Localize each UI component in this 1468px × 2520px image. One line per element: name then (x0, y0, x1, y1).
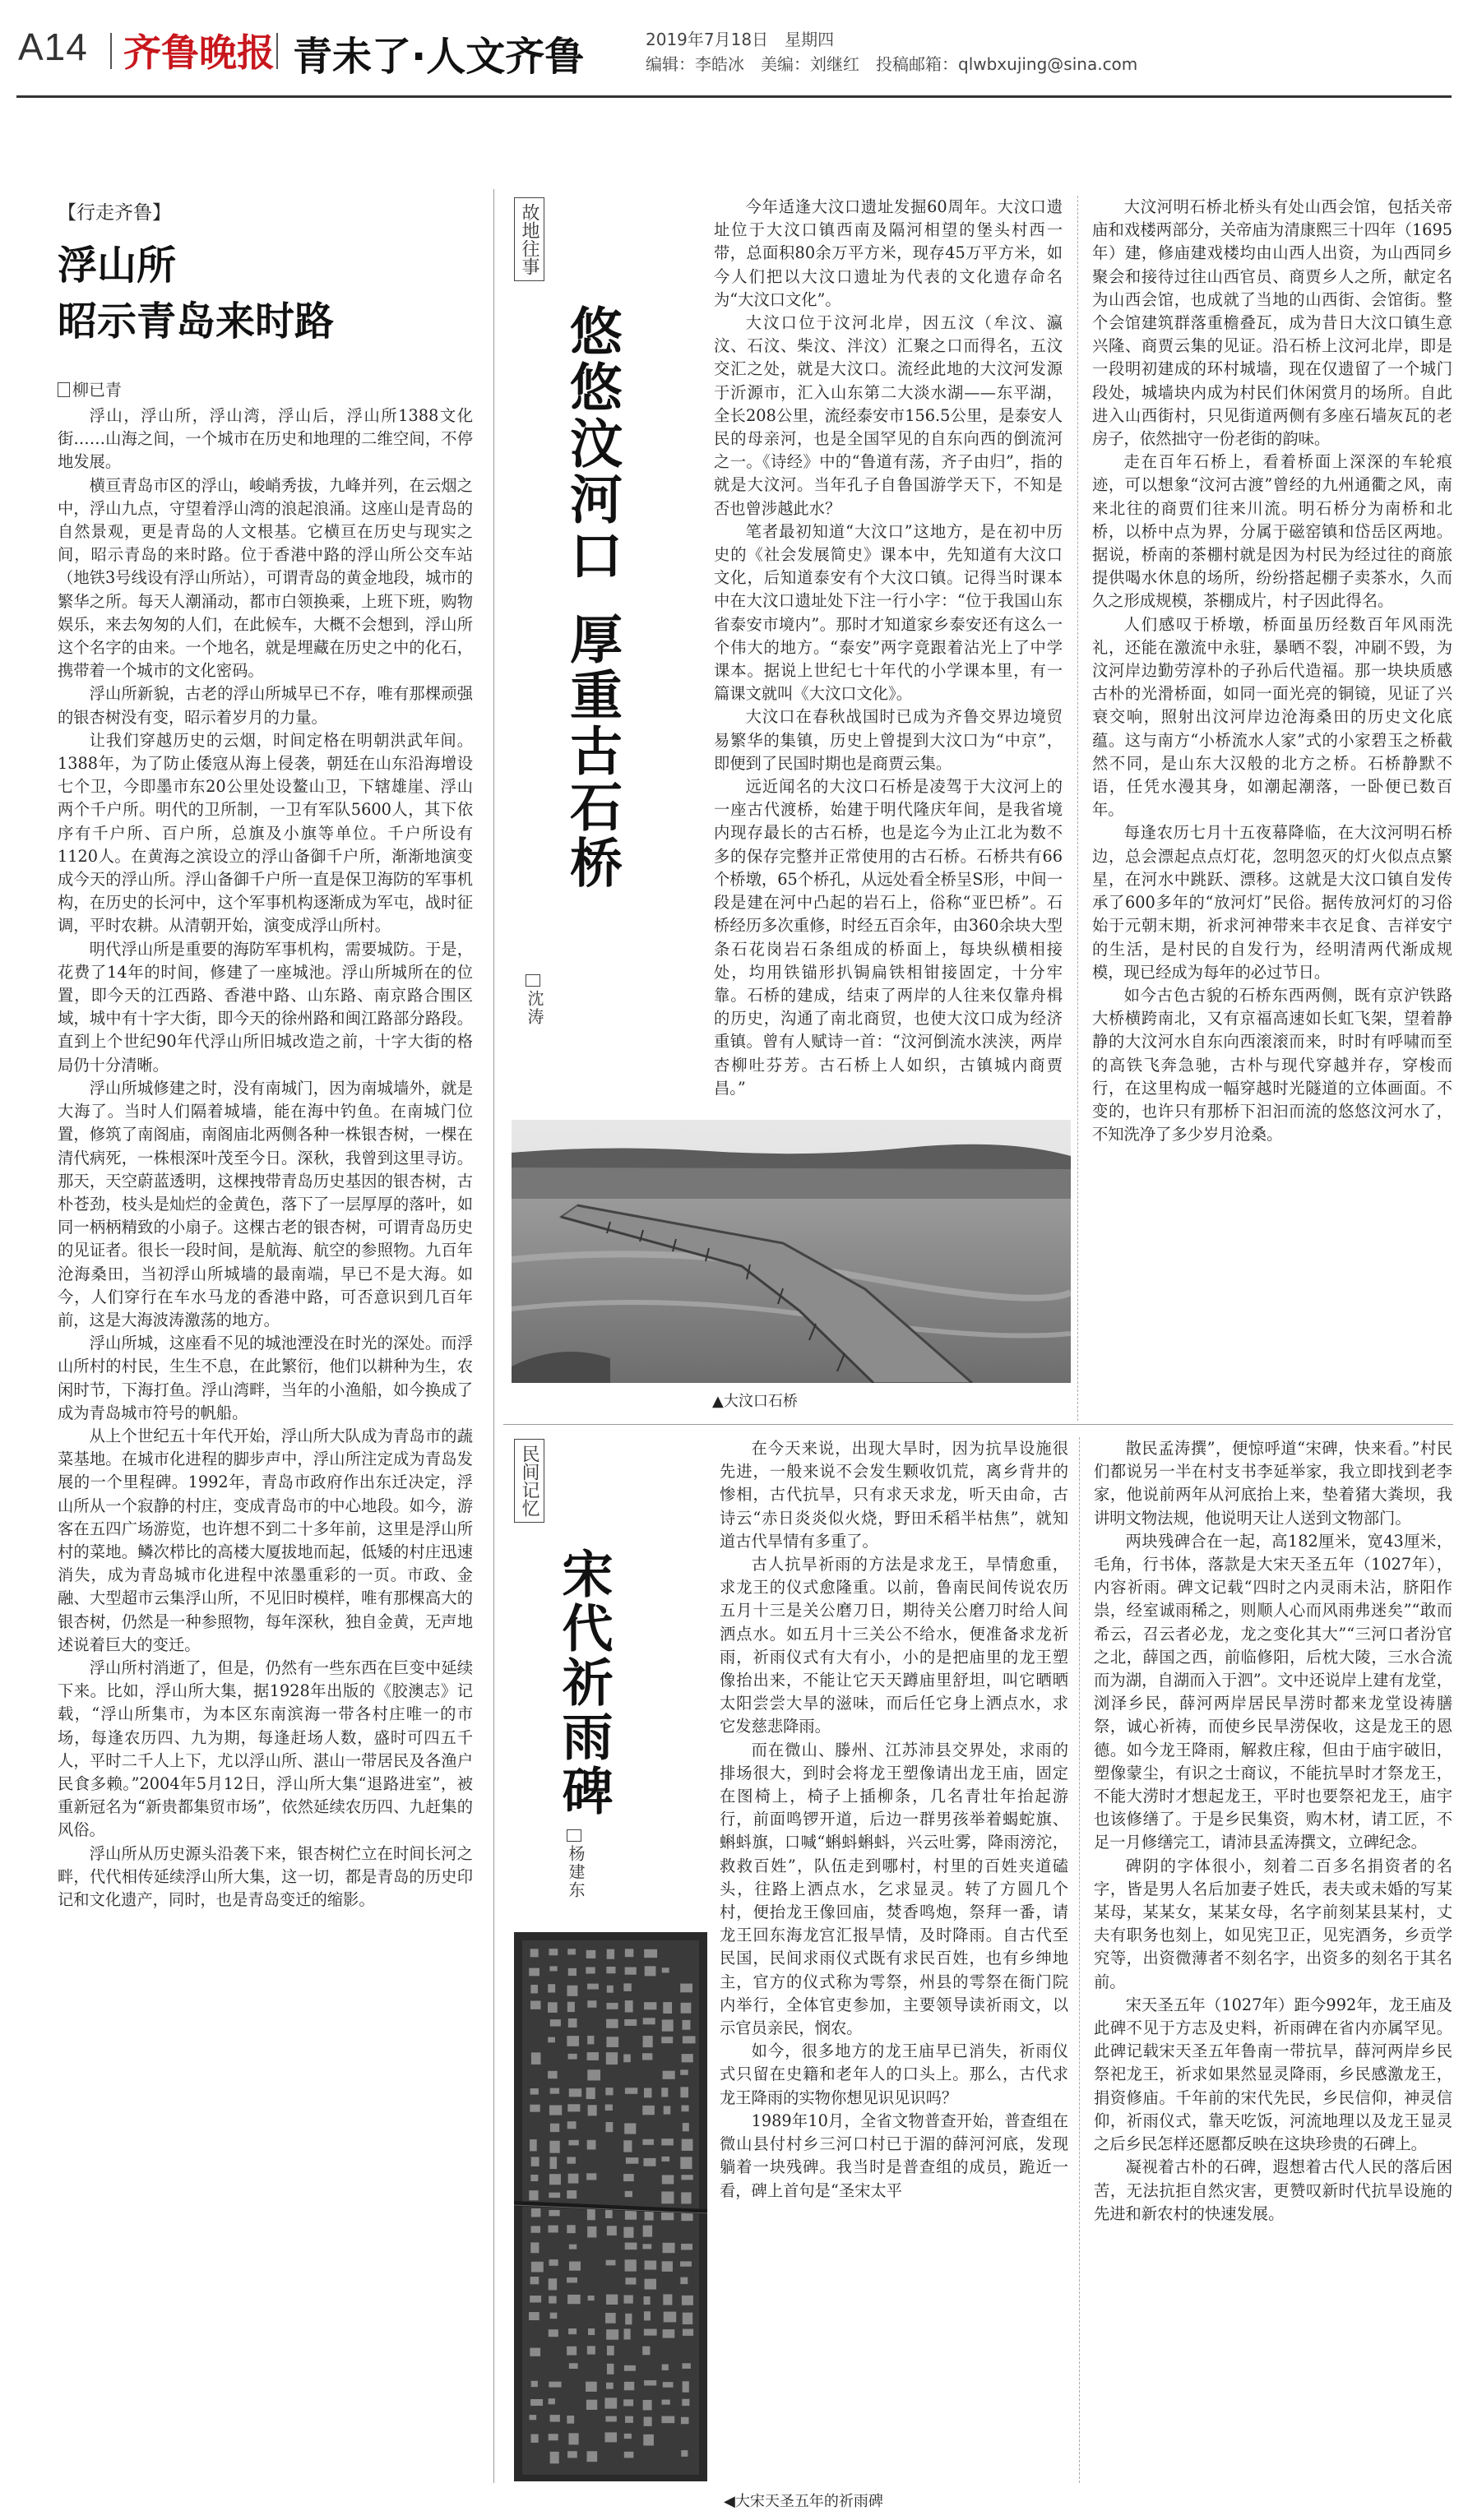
top-title-part2: 厚重古石桥 (561, 612, 622, 891)
stele-glyph-mark (623, 2399, 633, 2406)
paragraph: 如今，很多地方的龙王庙早已消失，祈雨仪式只留在史籍和老年人的口头上。那么，古代求龙王降雨的实物你想见识见识吗？ (720, 2041, 1068, 2107)
top-article-col2 (1092, 196, 1452, 1146)
top-article-title (559, 304, 623, 891)
left-column-tag: 【行走齐鲁】 (58, 202, 171, 224)
column-divider (493, 189, 494, 2483)
top-article-byline (523, 974, 547, 1026)
column-divider (1077, 196, 1078, 1421)
stele-glyph-mark (567, 2295, 581, 2304)
stele-glyph-mark (607, 2226, 617, 2236)
stele-glyph-mark (549, 2141, 559, 2153)
stele-glyph-mark (586, 2400, 597, 2410)
stele-glyph-mark (531, 2381, 538, 2387)
stele-glyph-mark (548, 2002, 558, 2013)
stele-glyph-mark (568, 2054, 577, 2060)
stele-glyph-mark (645, 2279, 656, 2290)
stele-glyph-mark (683, 2381, 689, 2392)
stele-glyph-mark (550, 2088, 559, 2094)
stele-glyph-mark (606, 2019, 618, 2028)
byline-box (526, 974, 540, 987)
stele-glyph-mark (586, 1967, 595, 1973)
stele-glyph-mark (567, 2416, 574, 2424)
stele-glyph-mark (643, 2434, 654, 2446)
stele-glyph-mark (663, 2243, 675, 2253)
stele-glyph-mark (644, 2296, 651, 2305)
paragraph: 走在百年石桥上，看着桥面上深深的车轮痕迹，可以想象“汶河古渡”曾经的九州通衢之风，南来北往的商贾们往来川流。明石桥分为南桥和北桥，以桥中点为界，分属于磁窑镇和岱岳区两地。据说，桥南的茶棚村就是因为村民为经过往的商旅提供喝水休息的场所，纷纷搭起棚子卖茶水，久而久之形成规模，茶棚成片，村子因此得名。 (1092, 452, 1452, 611)
stele-glyph-mark (550, 2313, 558, 2319)
stele-glyph-mark (623, 2054, 631, 2062)
stele-glyph-mark (661, 2191, 674, 2203)
top-article-col1 (714, 196, 1063, 1100)
stele-glyph-mark (681, 2003, 692, 2014)
stele-glyph-mark (606, 2003, 618, 2009)
stele-glyph-mark (568, 2174, 579, 2184)
stele-glyph-mark (587, 1984, 599, 1990)
stele-glyph-mark (642, 2106, 655, 2115)
stele-glyph-mark (549, 2105, 562, 2115)
stele-glyph-mark (661, 2139, 674, 2145)
stele-glyph-mark (662, 2261, 673, 2272)
stele-glyph-mark (607, 1986, 614, 1993)
top-article-author: 沈涛 (525, 990, 544, 1026)
stele-glyph-mark (586, 2173, 596, 2180)
paragraph: 而在微山、滕州、江苏沛县交界处，求雨的排场很大，到时会将龙王塑像请出龙王庙，固定在图椅上，椅子上插柳条，几名青壮年抬起游行，前面鸣锣开道，后边一群男孩举着蝎蛇旗、蝌蚪旗，口喊“蝌蚪蝌蚪，兴云吐雾，降雨滂沱，救救百姓”，队伍走到哪村，村里的百姓夹道磕头，往路上洒点水，乞求显灵。转了方圆几个村，便抬龙王像回庙，焚香鸣炮，祭拜一番，请龙王回东海龙宫汇报旱情，及时降雨。自古代至民国，民间求雨仪式既有求民百姓，也有乡绅地主，官方的仪式称为雩祭，州县的雩祭在衙门院内举行，全体官吏参加，主要领导读祈雨文，以示官员亲民，悯农。 (720, 1740, 1068, 2038)
stele-glyph-mark (624, 2382, 634, 2390)
stele-glyph-mark (605, 2209, 613, 2218)
stele-glyph-mark (680, 2261, 692, 2266)
bottom-article-col1 (720, 1437, 1068, 2203)
stele-glyph-mark (567, 2347, 577, 2356)
left-article-body (58, 405, 473, 1912)
stele-glyph-mark (625, 2277, 636, 2284)
stele-glyph-mark (605, 2416, 616, 2422)
stele-glyph-mark (604, 2432, 617, 2442)
stele-glyph-mark (642, 2053, 652, 2060)
issue-date: 2019年7月18日 星期四 (646, 30, 835, 49)
page-number: A14 (18, 25, 88, 68)
stele-glyph-mark (644, 2002, 656, 2009)
stele-glyph-mark (567, 2225, 575, 2233)
paragraph: 宋天圣五年（1027年）距今992年，龙王庙及此碑不见于方志及史料，祈雨碑在省内亦属罕见。此碑记载宋天圣五年鲁南一带抗旱，薛河两岸乡民祭祀龙王，祈求如果然显灵降雨，乡民感激龙王，捐资修庙。千年前的宋代先民，乡民信仰，神灵信仰，祈雨仪式，靠天吃饭，河流地理以及龙王显灵之后乡民怎样还愿都反映在这块珍贵的石碑上。 (1094, 1995, 1452, 2154)
stele-glyph-mark (625, 2243, 637, 2250)
paragraph: 横亘青岛市区的浮山，峻峭秀拔，九峰并列，在云烟之中，浮山九点，守望着浮山湾的浪起浪涌。这座山是青岛的自然景观，更是青岛的人文根基。它横亘在历史与现实之间，昭示青岛的来时路。位于香港中路的浮山所公交车站（地铁3号线设有浮山所站），可谓青岛的黄金地段，城市的繁华之所。每天人潮涌动，都市白领换乘，上班下班，购物娱乐，来去匆匆的人们，在此候车，大概不会想到，浮山所这个名字的由来。一个地名，就是埋藏在历史之中的化石，携带着一个城市的文化密码。 (58, 475, 473, 681)
stele-glyph-mark (605, 2313, 616, 2323)
stele-glyph-mark (661, 2088, 668, 2097)
stele-glyph-mark (587, 2140, 596, 2150)
stele-glyph-mark (530, 2296, 541, 2302)
paragraph: 散民孟涛撰”，便惊呼道“宋碑，快来看。”村民们都说另一半在村支书李延举家，我立即找到老李家，他说前两年从河底抬上来，垫着猪大粪坝，我讲明文物法规，他说明天让人送到文物部门。 (1094, 1439, 1452, 1528)
stele-glyph-mark (567, 2002, 575, 2012)
stele-glyph-mark (683, 2329, 693, 2336)
paragraph: 大汶口在春秋战国时已成为齐鲁交界边境贸易繁华的集镇，历史上曾提到大汶口为“中京”，即便到了民国时期也是商贾云集。 (714, 707, 1063, 773)
stele-glyph-mark (604, 2397, 617, 2408)
left-article-author: 柳已青 (72, 380, 122, 400)
stele-glyph-mark (549, 2278, 557, 2290)
section-rule (503, 1424, 1453, 1425)
stele-glyph-mark (549, 2329, 558, 2337)
rain-stele-caption: ◀大宋天圣五年的祈雨碑 (724, 2493, 883, 2510)
stele-glyph-mark (568, 2018, 577, 2028)
bottom-article-col2 (1094, 1437, 1452, 2226)
paragraph: 1989年10月，全省文物普查开始，普查组在微山县付村乡三河口村已于湄的薛河河底，发现躺着一块残碑。我当时是普查组的成员，跪近一看，碑上首句是“圣宋太平 (720, 2111, 1068, 2200)
stele-glyph-mark (663, 2002, 672, 2014)
column-divider (1079, 1437, 1080, 2483)
stele-glyph-mark (530, 2105, 540, 2112)
stele-glyph-mark (529, 1968, 540, 1977)
stele-glyph-mark (567, 2121, 577, 2129)
stele-glyph-mark (643, 2158, 655, 2166)
paragraph: 浮山所新貌，古老的浮山所城早已不存，唯有那棵顽强的银杏树没有变，昭示着岁月的力量。 (58, 684, 473, 727)
paragraph: 浮山所城修建之时，没有南城门，因为南城墙外，就是大海了。当时人们隔着城墙，能在海中钓鱼。在南城门位置，修筑了南阁庙，南阁庙北两侧各种一株银杏树，一棵在清代病死，一株根深叶茂至今日。深秋，我曾到这里寻访。那天，天空蔚蓝透明，这棵拽带青岛历史基因的银杏树，古朴苍劲，枝头是灿烂的金黄色，落下了一层厚厚的落叶，如同一柄柄精致的小扇子。这棵古老的银杏树，可谓青岛历史的见证者。很长一段时间，是航海、航空的参照物。九百年沧海桑田，当初浮山所城墙的最南端，早已不是大海。如今，人们穿行在车水马龙的香港中路，可否意识到几百年前，这是大海波涛激荡的地方。 (58, 1078, 473, 1329)
stele-glyph-mark (587, 2346, 595, 2354)
stele-glyph-mark (530, 2434, 538, 2443)
bottom-column-tag: 民间记忆 (514, 1439, 544, 1523)
stele-glyph-mark (644, 2311, 651, 2320)
stele-glyph-mark (625, 1967, 637, 1975)
stele-glyph-mark (681, 2106, 688, 2112)
paragraph: 大汶口位于汶河北岸，因五汶（牟汶、瀛汶、石汶、柴汶、泮汶）汇聚之口而得名，五汶交汇之处，就是大汶口。流经此地的大汶河发源于沂源市，汇入山东第二大淡水湖——东平湖，全长208公里，流经泰安市156.5公里，是泰安人民的母亲河，也是全国罕见的自东向西的倒流河之一。《诗经》中的“鲁道有荡，齐子由归”，指的就是大汶河。当年孔子自鲁国游学天下，不知是否也曾涉越此水？ (714, 313, 1063, 518)
stele-glyph-mark (644, 1949, 657, 1958)
stele-glyph-mark (680, 2157, 692, 2169)
paragraph: 浮山所城，这座看不见的城池湮没在时光的深处。而浮山所村的村民，生生不息，在此繁衍，他们以耕种为生，农闲时节，下海打鱼。浮山湾畔，当年的小渔船，如今换成了成为青岛城市符号的帆船。 (58, 1334, 473, 1422)
stele-glyph-mark (643, 2018, 655, 2024)
stele-glyph-mark (645, 2260, 657, 2269)
newspaper-name: 齐鲁晚报 (123, 30, 275, 75)
stele-glyph-mark (681, 2450, 688, 2457)
stele-glyph-mark (549, 2259, 558, 2266)
stele-glyph-mark (623, 2227, 633, 2238)
stele-glyph-mark (683, 2313, 692, 2324)
paragraph: 古人抗旱祈雨的方法是求龙王，旱情愈重，求龙王的仪式愈隆重。以前，鲁南民间传说农历五月十三是关公磨刀日，期待关公磨刀时给人间洒点水。如五月十三关公不给水，便准备求龙祈雨，祈雨仪式有大有小，小的是把庙里的龙王塑像抬出来，不能让它天天蹲庙里舒坦，叫它晒晒太阳尝尝大旱的滋味，而后任它身上洒点水，求它发慈悲降雨。 (720, 1555, 1068, 1736)
paragraph: 浮山所村消逝了，但是，仍然有一些东西在巨变中延续下来。比如，浮山所大集，据1928年出版的《胶澳志》记载，“浮山所集市，为本区东南滨海一带各村庄唯一的市场，每逢农历四、九为期，每逢赶场人数，盛时可四五千人，平时二千人上下，尤以浮山所、湛山一带居民及各渔户民食多赖。”2004年5月12日，浮山所大集“退路进室”，被重新冠名为“新贵都集贸市场”，依然延续农历四、九赶集的风俗。 (58, 1658, 473, 1840)
stele-glyph-mark (531, 2052, 541, 2065)
rain-stele-photo (514, 1932, 707, 2481)
stele-glyph-mark (643, 2036, 653, 2047)
stele-glyph-mark (663, 2382, 674, 2388)
stele-glyph-mark (661, 2416, 674, 2424)
stele-glyph-mark (663, 2071, 675, 2079)
left-article-title-line1: 浮山所 (58, 243, 177, 289)
bottom-article-title: 宋代祈雨碑 (553, 1547, 614, 1819)
stele-glyph-mark (548, 2071, 558, 2078)
stele-glyph-mark (567, 2104, 580, 2111)
stele-glyph-mark (606, 2052, 618, 2065)
stele-glyph-mark (549, 2174, 561, 2185)
stele-glyph-mark (568, 2328, 577, 2334)
stele-glyph-mark (662, 2175, 674, 2184)
bottom-article-byline (564, 1829, 588, 1899)
stele-glyph-mark (588, 2105, 597, 2115)
stele-glyph-mark (549, 2434, 558, 2440)
stele-glyph-mark (624, 2328, 631, 2339)
stele-glyph-mark (567, 2277, 577, 2283)
left-article-title-line2: 昭示青岛来时路 (58, 298, 335, 344)
rain-stele-image (514, 1932, 707, 2481)
stele-glyph-mark (569, 2363, 578, 2369)
paragraph: 在今天来说，出现大旱时，因为抗旱设施很先进，一般来说不会发生颗收饥荒，离乡背井的惨相，古代抗旱，只有求天求龙，听天由命，古诗云“赤日炎炎似火烧，野田禾稻半枯焦”，就知道古代旱情有多重了。 (720, 1439, 1068, 1551)
stele-glyph-mark (624, 2019, 637, 2026)
stele-glyph-mark (531, 2226, 541, 2232)
stele-glyph-mark (661, 2157, 669, 2162)
stele-glyph-mark (645, 1966, 656, 1976)
stele-glyph-mark (643, 2226, 652, 2237)
stele-glyph-mark (549, 2157, 557, 2169)
stele-glyph-mark (530, 2277, 540, 2284)
stele-glyph-mark (588, 2328, 595, 2335)
stele-glyph-mark (549, 2210, 559, 2216)
stele-glyph-mark (606, 2037, 618, 2047)
stele-glyph-mark (606, 1967, 615, 1973)
stele-glyph-mark (681, 2192, 691, 2203)
stele-glyph-mark (586, 2088, 595, 2099)
stele-glyph-mark (680, 2069, 688, 2074)
stele-glyph-mark (567, 2451, 577, 2458)
stele-glyph-mark (587, 2069, 600, 2080)
stele-glyph-mark (530, 2399, 543, 2406)
stele-glyph-mark (681, 2175, 692, 2180)
top-title-part1: 悠悠汶河口 (561, 304, 622, 584)
paragraph: 笔者最初知道“大汶口”这地方，是在初中历史的《社会发展简史》课本中，先知道有大汶口文化，后知道泰安有个大汶口镇。记得当时课本中在大汶口遗址处下注一行小字：“位于我国山东省泰安市境内”。那时才知道家乡泰安还有这么一个伟大的地方。“泰安”两字竟跟着沾光上了中学课本。据说上世纪七十年代的小学课本里，有一篇课文就叫《大汶口文化》。 (714, 521, 1063, 704)
paragraph: 明代浮山所是重要的海防军事机构，需要城防。于是，花费了14年的时间，修建了一座城池。浮山所城所在的位置，即今天的江西路、香港中路、山东路、南京路合围区域，城中有十字大街，即今天的徐州路和闽江路部分路段。直到上个世纪90年代浮山所旧城改造之前，十字大街的格局仍十分清晰。 (58, 939, 473, 1075)
stele-glyph-mark (530, 1985, 538, 1993)
header-divider (276, 33, 278, 69)
paragraph: 人们感叹于桥墩，桥面虽历经数百年风雨洗礼，还能在激流中永驻，暴晒不裂，冲刷不毁，为汶河岸边勤劳淳朴的子孙后代造福。那一块块质感古朴的光滑桥面，如同一面光亮的铜镜，见证了兴衰交响，照射出汶河岸边沧海桑田的历史文化底蕴。这与南方“小桥流水人家”式的小家碧玉之桥截然不同，是山东大汉般的北方之桥。石桥静默不语，任凭水漫其身，如潮起潮落，一卧便已数百年。 (1092, 614, 1452, 820)
stele-glyph-mark (683, 2123, 689, 2131)
paragraph: 碑阴的字体很小，刻着二百多名捐资者的名字，皆是男人名后加妻子姓氏，表夫或未婚的写某某母，某某女，某某女母，名字前刻某县某村，丈夫有职务也刻上，如见宪卫正，见宪酒务，乡贡学究等，出资微薄者不刻名字，出资多的刻名于其名前。 (1094, 1856, 1452, 1991)
paragraph: 浮山所从历史源头沿袭下来，银杏树伫立在时间长河之畔，代代相传延续浮山所大集，这一切，都是青岛的历史印记和文化遗产，同时，也是青岛变迁的缩影。 (58, 1843, 473, 1909)
stele-glyph-mark (606, 2295, 618, 2305)
stone-bridge-image (512, 1120, 1071, 1383)
stele-glyph-mark (681, 2417, 689, 2425)
paragraph: 如今古色古貌的石桥东西两侧，既有京沪铁路大桥横跨南北，又有京福高速如长虹飞架，望着静静的大汶河水自东向西滚滚而来，时时有呼啸而至的高铁飞奔急驰，古朴与现代穿越并存，穿梭而行，在这里构成一幅穿越时光隧道的立体画面。不变的，也许只有那桥下汩汩而流的悠悠汶河水了，不知洗净了多少岁月沧桑。 (1092, 985, 1452, 1144)
stele-glyph-mark (567, 2190, 577, 2199)
top-column-tag: 故地往事 (514, 197, 544, 281)
stele-glyph-mark (605, 2088, 613, 2095)
stele-glyph-mark (531, 2208, 541, 2217)
stele-glyph-mark (682, 2054, 693, 2062)
stele-glyph-mark (550, 2124, 559, 2132)
stele-glyph-mark (625, 2088, 637, 2094)
stele-glyph-mark (605, 2122, 613, 2132)
stele-glyph-mark (567, 1949, 576, 1954)
stele-glyph-mark (682, 2139, 693, 2151)
stele-glyph-mark (530, 2175, 538, 2181)
header-rule (16, 95, 1452, 98)
bottom-article-author: 杨建东 (566, 1845, 586, 1899)
paragraph: 大汶河明石桥北桥头有处山西会馆，包括关帝庙和戏楼两部分，关帝庙为清康熙三十四年（1695年）建，修庙建戏楼均由山西人出资，为山西同乡聚会和接待过往山西官员、商贾乡人之所，献定名为山西会馆，也成就了当地的山西街、会馆街。整个会馆建筑群落重檐叠瓦，成为昔日大汶口镇生意兴隆、商贾云集的见证。沿石桥上汶河北岸，即是一段明初建成的环村城墙，现在仅遗留了一个城门段处，城墙块内成为村民们休闲赏月的场所。自此进入山西街村，只见街道两侧有多座石墙灰瓦的老房子，依然拙守一份老街的韵味。 (1092, 197, 1452, 449)
stele-glyph-mark (588, 2296, 595, 2300)
stele-glyph-mark (642, 2139, 654, 2145)
paragraph: 让我们穿越历史的云烟，时间定格在明朝洪武年间。1388年，为了防止倭寇从海上侵袭，朝廷在山东沿海增设七个卫，今即墨市东20公里处设鳌山卫，下辖雄崖、浮山两个千户所。明代的卫所制，一卫有军队5600人，其下依序有千户所、百户所，总旗及小旗等单位。千户所设有1120人。在黄海之滨设立的浮山备御千户所，渐渐地演变成今天的浮山所。浮山备御千户所一直是保卫海防的军事机构，在历史的长河中，这个军事机构逐渐成为军屯，战时征调，平时农耕。从清朝开始，演变成浮山所村。 (58, 730, 473, 936)
stele-glyph-mark (529, 2312, 540, 2320)
stele-glyph-mark (569, 2088, 581, 2097)
stele-glyph-mark (662, 2019, 674, 2031)
stele-glyph-mark (625, 2314, 632, 2324)
byline-box (58, 382, 70, 397)
stele-glyph-mark (550, 2415, 560, 2422)
stele-glyph-mark (569, 2262, 581, 2271)
stele-glyph-mark (587, 2036, 594, 2044)
stele-glyph-mark (549, 2398, 555, 2404)
paragraph: 凝视着古朴的石碑，遐想着古代人民的落后困苦，无法抗拒自然灾害，更赞叹新时代抗旱设施的先进和新农村的快速发展。 (1094, 2157, 1452, 2223)
stele-glyph-mark (530, 2088, 539, 2095)
stele-glyph-mark (624, 2434, 632, 2439)
stone-bridge-caption: ▲大汶口石桥 (712, 1393, 798, 1410)
stele-glyph-mark (683, 2036, 696, 2043)
stele-glyph-mark (623, 1983, 631, 1991)
paragraph: 远近闻名的大汶口石桥是凌驾于大汶河上的一座古代渡桥，始建于明代隆庆年间，是我省境内现存最长的古石桥，也是迄今为止江北为数不多的保存完整并正常使用的古石桥。石桥共有66个桥墩，65个桥孔，从远处看全桥呈S形，中间一段是建在河中凸起的岩石上，俗称“亚巴桥”。石桥经历多次重修，时经五百余年，由360余块大型条石花岗岩石条组成的桥面上，每块纵横相接处，均用铁锚形扒锔扁铁相钳接固定，十分牢靠。石桥的建成，结束了两岸的人往来仅靠舟楫的历史，沟通了南北商贸，也使大汶口成为经济重镇。曾有人赋诗一首：“汶河倒流水浃浃，两岸杏柳吐芬芳。古石桥上人如织，古镇城内商贾昌。” (714, 777, 1063, 1098)
stele-glyph-mark (624, 2452, 634, 2458)
stele-glyph-mark (530, 2139, 537, 2151)
stele-glyph-mark (607, 2364, 614, 2374)
paragraph: 浮山，浮山所，浮山湾，浮山后，浮山所1388文化街……山海之间，一个城市在历史和地理的二维空间，不停地发展。 (58, 406, 473, 472)
stele-glyph-mark (530, 2415, 537, 2420)
left-article-byline (58, 377, 122, 400)
stele-glyph-mark (530, 2348, 540, 2356)
stele-glyph-mark (606, 2383, 614, 2389)
section-title: 青未了·人文齐鲁 (293, 34, 585, 80)
stele-glyph-mark (625, 2000, 633, 2013)
stele-glyph-mark (587, 2226, 596, 2238)
stele-glyph-mark (682, 2363, 690, 2369)
stele-glyph-mark (625, 2416, 633, 2423)
stele-glyph-mark (644, 2088, 651, 2098)
stele-glyph-mark (550, 2019, 561, 2026)
paragraph: 两块残碑合在一起，高182厘米，宽43厘米，毛角，行书体，落款是大宋天圣五年（1027年），内容祈雨。碑文记载“四时之内灵雨未沾，脐阳作祟，经室诚雨稀之，则顺人心而风雨弗迷矣”“敢而希云，召云者必龙，龙之变化其大”“三河口者汾官之北，薛国之西，前临修阳，后枕大陵，三水合流而为湖，自湖而入于泗”。文中还说岸上建有龙堂，浏泽乡民，薛河两岸居民旱涝时都来龙堂设祷膳祭，诚心祈祷，而使乡民旱涝保收，这是龙王的恩德。如今龙王降雨，解救庄稼，但由于庙宇破旧，塑像蒙尘，有识之士商议，不能抗旱时才祭龙王，不能大涝时才想起龙王，平时也要祭祀龙王，庙宇也该修缮了。于是乡民集资，购木材，请工匠，不足一月修缮完工，请沛县孟涛撰文，立碑纪念。 (1094, 1531, 1452, 1852)
stele-glyph-mark (625, 2191, 632, 2197)
stele-glyph-mark (642, 2347, 650, 2356)
stele-glyph-mark (567, 1986, 577, 1996)
stele-glyph-mark (569, 2245, 577, 2250)
stele-glyph-mark (587, 2000, 596, 2008)
stele-glyph-mark (682, 2020, 690, 2030)
stele-glyph-mark (663, 2294, 672, 2305)
stele-glyph-mark (549, 1949, 558, 1955)
stele-glyph-mark (664, 2106, 671, 2114)
stele-glyph-mark (548, 2037, 555, 2043)
stele-glyph-mark (586, 2382, 597, 2392)
paragraph: 从上个世纪五十年代开始，浮山所大队成为青岛市的蔬菜基地。在城市化进程的脚步声中，浮山所注定成为青岛发展的一个里程碑。1992年，青岛市政府作出东迁决定，浮山所从一个寂静的村庄，变成青岛市的中心地段。如今，游客在五四广场游览，也许想不到二十多年前，这里是浮山所村的菜地。鳞次栉比的高楼大厦拔地而起，低矮的村庄迅速消失，成为青岛城市化进程中浓墨重彩的一页。市政、金融、大型超市云集浮山所，不见旧时模样，唯有那棵高大的银杏树，仍然是一种参照物，每年深秋，独自金黄，无声地述说着巨大的变迁。 (58, 1426, 473, 1654)
stele-glyph-mark (607, 1949, 614, 1959)
stele-glyph-mark (626, 2157, 638, 2164)
stele-glyph-mark (568, 2433, 578, 2444)
stele-glyph-mark (682, 2399, 689, 2406)
stele-glyph-mark (549, 1966, 557, 1971)
stele-glyph-mark (644, 2417, 652, 2426)
stele-glyph-mark (680, 1984, 692, 1993)
stele-glyph-mark (680, 2087, 688, 2097)
stele-glyph-mark (530, 1949, 539, 1957)
stele-glyph-mark (567, 2157, 575, 2163)
stele-glyph-mark (587, 2052, 599, 2060)
stele-glyph-mark (568, 1968, 577, 1976)
stele-glyph-mark (644, 2380, 656, 2385)
editor-credits: 编辑：李皓冰 美编：刘继红 投稿邮箱：qlwbxujing@sina.com (646, 54, 1138, 74)
stele-glyph-mark (549, 2193, 560, 2198)
stele-glyph-mark (548, 1984, 555, 1992)
stele-glyph-mark (662, 2400, 670, 2405)
stele-glyph-mark (568, 2140, 578, 2145)
stele-glyph-mark (681, 2244, 692, 2250)
stele-glyph-mark (682, 2296, 693, 2305)
stele-glyph-mark (662, 2364, 669, 2370)
stele-glyph-mark (587, 2451, 598, 2462)
stele-glyph-mark (586, 1950, 595, 1958)
stele-glyph-mark (625, 2259, 637, 2271)
stele-glyph-mark (643, 2400, 652, 2410)
header-divider (110, 33, 112, 69)
stele-glyph-mark (680, 2277, 688, 2284)
stele-glyph-mark (567, 2036, 579, 2046)
stele-glyph-mark (549, 2382, 561, 2388)
stele-glyph-mark (663, 2329, 675, 2338)
stele-glyph-mark (587, 2208, 595, 2221)
stele-glyph-mark (606, 2329, 618, 2340)
stele-glyph-mark (623, 2174, 634, 2181)
stele-glyph-mark (605, 2104, 613, 2111)
stele-glyph-mark (531, 2262, 544, 2273)
stele-glyph-mark (623, 2140, 632, 2152)
stele-glyph-mark (624, 2365, 636, 2371)
stele-glyph-mark (661, 2037, 673, 2043)
byline-box (567, 1829, 581, 1842)
paragraph: 每逢农历七月十五夜幕降临，在大汶河明石桥边，总会漂起点点灯花，忽明忽灭的灯火似点点繁星，在河水中跳跃、漂移。这就是大汶口镇自发传承了600多年的“放河灯”民俗。据传放河灯的习俗始于元朝末期，祈求河神带来丰衣足食、吉祥安宁的生活，是村民的自发行为，经明清两代渐成规模，现已经成为每年的必过节日。 (1092, 823, 1452, 982)
stele-glyph-mark (529, 2190, 538, 2200)
stele-glyph-mark (530, 2242, 539, 2253)
stele-glyph-mark (664, 2312, 676, 2323)
stele-glyph-mark (549, 2226, 558, 2233)
stele-glyph-mark (531, 2157, 540, 2166)
stele-glyph-mark (530, 2000, 540, 2009)
paragraph: 今年适逢大汶口遗址发掘60周年。大汶口遗址位于大汶口镇西南及隔河相望的堡头村西一带，总面积80余万平方米，现存45万平方米，如今人们把以大汶口遗址为代表的文化遗存命名为“大汶口文化”。 (714, 197, 1063, 309)
stele-glyph-mark (644, 2329, 657, 2336)
stele-glyph-mark (662, 1967, 669, 1972)
stele-glyph-mark (625, 1949, 633, 1957)
stele-glyph-mark (606, 2260, 616, 2266)
stele-glyph-mark (624, 2123, 636, 2134)
stele-glyph-mark (642, 2244, 651, 2249)
stele-glyph-mark (550, 2452, 559, 2464)
stone-bridge-photo (512, 1120, 1071, 1383)
stele-glyph-mark (549, 2296, 556, 2303)
stele-glyph-mark (624, 2295, 633, 2303)
stele-glyph-mark (607, 2346, 614, 2356)
